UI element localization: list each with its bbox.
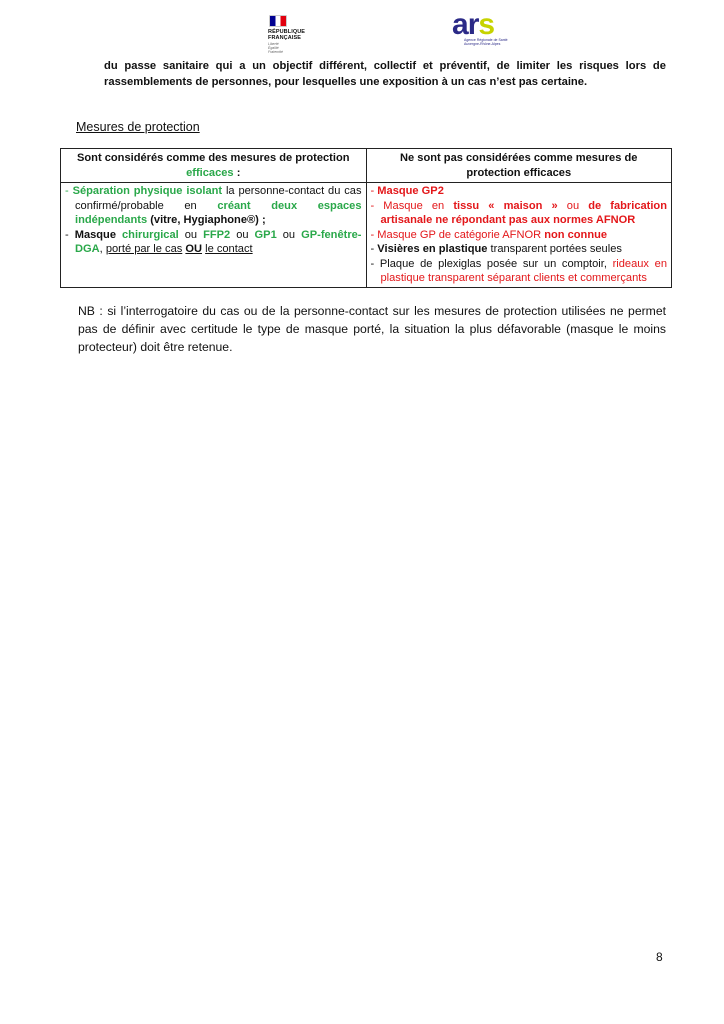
text-hygiaphone: (vitre, Hygiaphone®): [150, 214, 259, 226]
ars-subtitle: Agence Régionale de Santé: [464, 38, 508, 42]
text-visieres: Visières en plastique: [374, 243, 488, 255]
text-segment: ou: [178, 228, 204, 241]
motto-fraternite: Fraternité: [268, 50, 283, 54]
text-ffp2: FFP2: [203, 228, 231, 241]
text-ou: OU: [185, 243, 203, 255]
bullet: -: [370, 243, 375, 255]
effective-header-post: :: [233, 166, 241, 179]
republique-motto: [268, 42, 318, 54]
text-plexiglas: Plaque de plexiglas posée sur un comptoir,: [374, 257, 613, 270]
text-segment: ,: [99, 243, 106, 255]
ineffective-measures-cell: [366, 183, 672, 288]
ineffective-measures-list: [371, 184, 668, 286]
republique-francaise-logo: [268, 14, 318, 54]
text-masque-en: Masque en: [374, 199, 454, 212]
text-segment: ou: [557, 199, 589, 212]
text-non-connue: non connue: [544, 228, 608, 241]
bullet: -: [370, 228, 375, 241]
effective-measures-list: [65, 184, 362, 257]
republique-line1: RÉPUBLIQUE: [268, 29, 306, 35]
motto-egalite: Égalité: [268, 46, 279, 50]
bullet: -: [370, 199, 375, 212]
text-segment: ou: [230, 228, 255, 241]
list-item-unknown-category: [371, 228, 668, 243]
protection-measures-table: [60, 148, 672, 288]
list-item-plexiglas: [371, 257, 668, 286]
motto-liberte: Liberté: [268, 42, 279, 46]
text-chirurgical: chirurgical: [122, 228, 179, 241]
text-masque: Masque: [68, 228, 122, 241]
list-item-physical-separation: [65, 184, 362, 228]
text-segment: ;: [258, 214, 266, 226]
text-segment: la personne-contact du cas confirmé/probable en: [75, 185, 362, 212]
text-le-contact: le contact: [205, 243, 253, 255]
ars-logo: [452, 8, 516, 54]
ars-region: Auvergne-Rhône-Alpes: [464, 42, 501, 46]
text-masque-gp-categorie: Masque GP de catégorie AFNOR: [374, 228, 545, 241]
list-item-masks: [65, 228, 362, 257]
ars-letter-a: a: [452, 8, 468, 41]
text-tissu-maison: tissu « maison »: [453, 199, 558, 212]
text-gp-fenetre-dga: GP-fenêtre-DGA: [75, 228, 362, 255]
section-title: Mesures de protection: [76, 120, 200, 134]
page-header: [0, 8, 724, 54]
effective-header-pre: Sont considérés comme des mesures de protection: [77, 152, 350, 164]
ars-letter-r: r: [467, 8, 479, 41]
bullet: -: [370, 185, 375, 197]
bullet: -: [65, 185, 69, 197]
text-two-spaces: créant deux espaces indépendants: [75, 199, 362, 226]
bullet: -: [65, 228, 69, 241]
text-masque-gp2: Masque GP2: [374, 185, 444, 197]
effective-measures-cell: [61, 183, 367, 288]
text-porte-par-le-cas: porté par le cas: [105, 243, 183, 255]
text-rideaux: rideaux en plastique transparent séparant clients et commerçants: [380, 257, 667, 284]
intro-paragraph: du passe sanitaire qui a un objectif différent, collectif et préventif, de limiter les risques lors de rassemblements de personnes, pour lesquelles une exposition à un cas n’est pas certaine.: [104, 60, 666, 88]
text-segment: transparent portées seules: [487, 243, 622, 255]
page-number: 8: [656, 950, 663, 964]
french-flag-icon: [269, 15, 287, 27]
ineffective-measures-header: Ne sont pas considérées comme mesures de protection efficaces: [366, 149, 672, 183]
list-item-gp2: [371, 184, 668, 199]
effective-measures-header: [61, 149, 367, 183]
republique-line2: FRANÇAISE: [268, 35, 301, 41]
table-header-row: [61, 149, 672, 183]
bullet: -: [370, 257, 375, 270]
text-segment: ou: [276, 228, 302, 241]
effective-header-highlight: efficaces: [186, 166, 234, 179]
text-physical-separation: Séparation physique isolant: [72, 185, 223, 197]
list-item-homemade-mask: [371, 199, 668, 228]
text-artisanal-afnor: de fabrication artisanale ne répondant pas aux normes AFNOR: [380, 199, 667, 226]
ars-letter-s: s: [478, 8, 495, 41]
nb-paragraph: NB : si l’interrogatoire du cas ou de la personne-contact sur les mesures de protection utilisées ne permet pas de définir avec certitude le type de masque porté, la situation la plus défavorable (masque le moins protecteur) doit être retenue.: [78, 304, 666, 354]
list-item-visors: [371, 242, 668, 257]
table-row: [61, 183, 672, 288]
text-gp1: GP1: [254, 228, 277, 241]
